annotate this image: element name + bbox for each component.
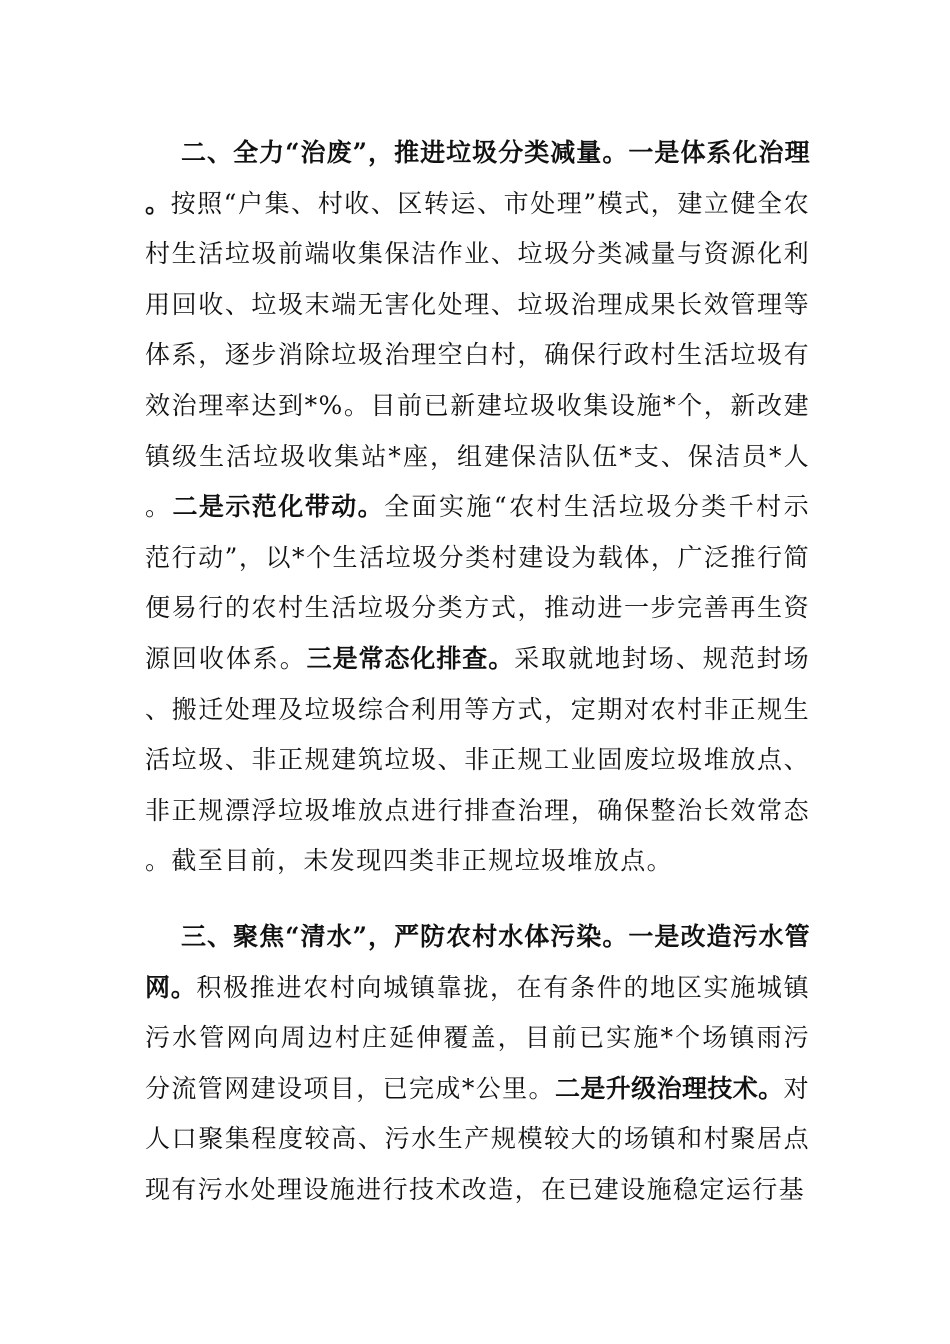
point-heading-demonstration: 二是示范化带动。 xyxy=(172,492,385,522)
paragraph-clean-water xyxy=(145,912,810,1216)
point-body-routine-inspection: 采取就地封场、规范封场、搬迁处理及垃圾综合利用等方式，定期对农村非正规生活垃圾、非正规建筑垃圾、非正规工业固废垃圾堆放点、非正规漂浮垃圾堆放点进行排查治理，确保整治长效常态。截至目前，未发现四类非正规垃圾堆放点。 xyxy=(145,643,810,876)
section-heading-water: 三、聚焦“清水”，严防农村水体污染。 xyxy=(181,921,629,951)
point-heading-routine-inspection: 三是常态化排查。 xyxy=(306,643,515,673)
section-heading-waste: 二、全力“治废”，推进垃圾分类减量。 xyxy=(181,138,629,167)
paragraph-waste-sorting xyxy=(145,128,810,887)
point-body-systematic-governance: 按照“户集、村收、区转运、市处理”模式，建立健全农村生活垃圾前端收集保洁作业、垃圾分类减量与资源化利用回收、垃圾末端无害化处理、垃圾治理成果长效管理等体系，逐步消除垃圾治理空白村，确保行政村生活垃圾有效治理率达到*%。目前已新建垃圾收集设施*个，新改建镇级生活垃圾收集站*座，组建保洁队伍*支、保洁员*人。 xyxy=(145,188,810,522)
point-body-sewage-network: 积极推进农村向城镇靠拢，在有条件的地区实施城镇污水管网向周边村庄延伸覆盖，目前已实施*个场镇雨污分流管网建设项目，已完成*公里。 xyxy=(145,972,810,1103)
point-heading-sewage-network: 一是改造污水管网。 xyxy=(145,921,810,1002)
point-heading-treatment-upgrade: 二是升级治理技术。 xyxy=(554,1073,784,1103)
document-body xyxy=(145,128,810,1215)
point-heading-systematic-governance: 一是体系化治理。 xyxy=(145,138,810,218)
point-body-treatment-upgrade: 对人口聚集程度较高、污水生产规模较大的场镇和村聚居点现有污水处理设施进行技术改造，在已建设施稳定运行基 xyxy=(145,1073,810,1204)
point-body-demonstration: 全面实施“农村生活垃圾分类千村示范行动”，以*个生活垃圾分类村建设为载体，广泛推行简便易行的农村生活垃圾分类方式，推动进一步完善再生资源回收体系。 xyxy=(145,492,810,673)
